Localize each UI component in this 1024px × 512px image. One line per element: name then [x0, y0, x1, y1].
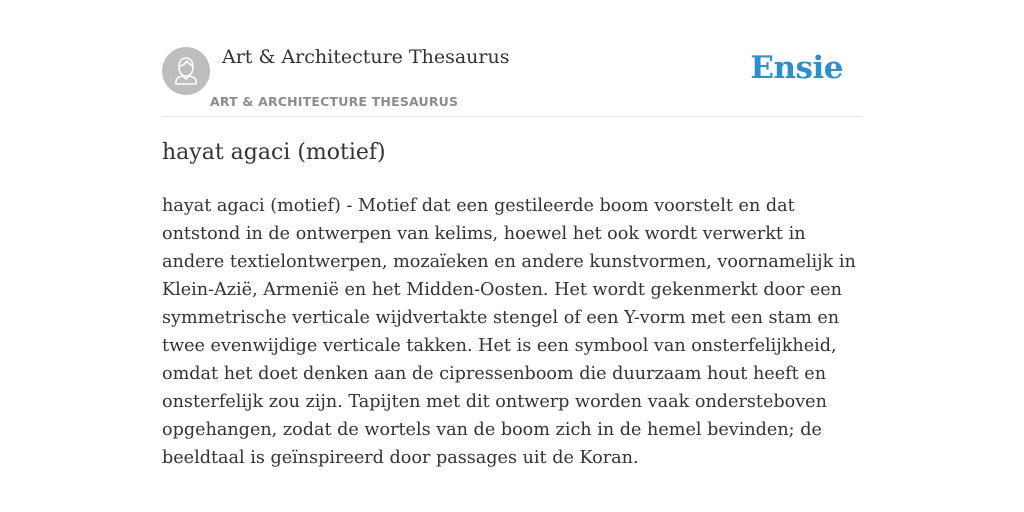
user-icon — [162, 47, 210, 95]
entry-definition: hayat agaci (motief) - Motief dat een gestileerde boom voorstelt en dat ontstond in de ontwerpen van kelims, hoewel het ook wordt verwerkt in andere textielontwerpen, mozaïeken en andere kunstvormen, voornamelijk in Klein-Azië, Armenië en het Midden-Oosten. Het wordt gekenmerkt door een symmetrische verticale wijdvertakte stengel of een Y-vorm met een stam en twee evenwijdige verticale takken. Het is een symbool van onsterfelijkheid, omdat het doet denken aan de cipressenboom die duurzaam hout heeft en onsterfelijk zou zijn. Tapijten met dit ontwerp worden vaak ondersteboven opgehangen, zodat de wortels van de boom zich in de hemel bevinden; de beeldtaal is geïnspireerd door passages uit de Koran. — [162, 196, 856, 468]
brand-logo[interactable]: Ensie — [750, 50, 843, 86]
avatar[interactable] — [162, 47, 210, 95]
header — [162, 0, 862, 117]
entry-title: hayat agaci (motief) — [162, 140, 386, 165]
source-title[interactable]: Art & Architecture Thesaurus — [222, 46, 510, 68]
source-subtitle[interactable]: ART & ARCHITECTURE THESAURUS — [210, 94, 459, 109]
